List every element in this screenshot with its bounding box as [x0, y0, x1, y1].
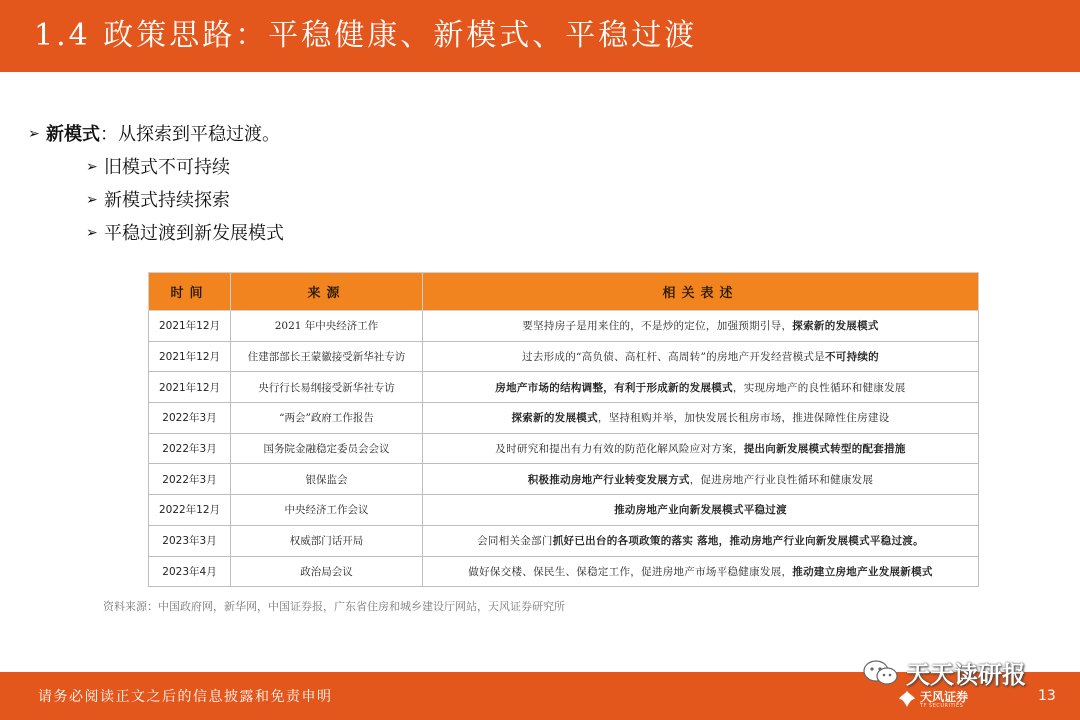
cell-description: [423, 372, 979, 403]
desc-bold: 探索新的发展模式: [511, 412, 598, 425]
tf-logo-icon: [898, 690, 916, 708]
desc-bold: 提出向新发展模式转型的配套措施: [743, 443, 906, 456]
bullet-sub-label: 平稳过渡到新发展模式: [104, 223, 284, 244]
cell-time: 2022年12月: [149, 495, 231, 526]
cell-source: 住建部部长王蒙徽接受新华社专访: [231, 341, 423, 372]
cell-time: 2022年3月: [149, 403, 231, 434]
table-row: [149, 433, 979, 464]
table-row: [149, 311, 979, 342]
desc-bold: 积极推动房地产行业转变发展方式: [527, 473, 690, 486]
arrow-bullet-icon: ➢: [86, 225, 98, 241]
wechat-icon: [862, 659, 900, 687]
table-row: [149, 556, 979, 587]
desc-bold: 抓好已出台的各项政策的落实 落地，推动房地产行业向新发展模式平稳过渡。: [552, 535, 924, 548]
watermark-text: 天天读研报: [906, 661, 1026, 689]
cell-description: [423, 341, 979, 372]
desc-plain: 做好保交楼、保民生、保稳定工作，促进房地产市场平稳健康发展，: [468, 565, 793, 578]
cell-time: 2022年3月: [149, 433, 231, 464]
bullet-list: [28, 118, 728, 250]
desc-plain: 要坚持房子是用来住的，不是炒的定位，加强预期引导，: [522, 320, 793, 333]
bullet-sub-item: [28, 184, 728, 217]
desc-plain: 会同相关金部门: [477, 535, 553, 548]
policy-table-container: [148, 272, 978, 587]
source-note: 资料来源：中国政府网，新华网，中国证券报，广东省住房和城乡建设厅网站，天风证券研究所: [103, 600, 565, 613]
footer-disclaimer: 请务必阅读正文之后的信息披露和免责申明: [38, 689, 333, 705]
cell-source: 权威部门话开局: [231, 525, 423, 556]
column-header-description: 相关表述: [423, 273, 979, 311]
cell-time: 2021年12月: [149, 341, 231, 372]
bullet-main-rest: ：从探索到平稳过渡。: [100, 124, 280, 145]
bullet-main: [28, 118, 728, 151]
desc-after: ，实现房地产的良性循环和健康发展: [732, 381, 906, 394]
desc-plain: 过去形成的“高负债、高杠杆、高周转”的房地产开发经营模式是: [522, 351, 825, 364]
table-row: [149, 525, 979, 556]
table-header-row: [149, 273, 979, 311]
desc-bold: 探索新的发展模式: [792, 320, 879, 333]
cell-description: [423, 403, 979, 434]
cell-description: [423, 433, 979, 464]
page-number: 13: [1038, 688, 1056, 704]
cell-time: 2021年12月: [149, 372, 231, 403]
arrow-bullet-icon: ➢: [86, 159, 98, 175]
cell-source: 央行行长易纲接受新华社专访: [231, 372, 423, 403]
cell-source: 国务院金融稳定委员会会议: [231, 433, 423, 464]
page-title: 1.4 政策思路：平稳健康、新模式、平稳过渡: [34, 18, 698, 53]
logo-subtext: TF SECURITIES: [920, 703, 964, 709]
bullet-sub-item: [28, 151, 728, 184]
cell-time: 2023年3月: [149, 525, 231, 556]
desc-bold: 推动房地产业向新发展模式平稳过渡: [614, 504, 787, 517]
table-body: [149, 311, 979, 587]
column-header-time: 时间: [149, 273, 231, 311]
cell-description: [423, 311, 979, 342]
desc-plain: 及时研究和提出有力有效的防范化解风险应对方案，: [495, 443, 744, 456]
desc-after: ，坚持租购并举，加快发展长租房市场，推进保障性住房建设: [597, 412, 890, 425]
table-row: [149, 403, 979, 434]
cell-time: 2021年12月: [149, 311, 231, 342]
cell-description: [423, 495, 979, 526]
bullet-sub-item: [28, 217, 728, 250]
table-row: [149, 372, 979, 403]
desc-after: ，促进房地产行业良性循环和健康发展: [689, 473, 874, 486]
table-row: [149, 341, 979, 372]
cell-description: [423, 525, 979, 556]
cell-source: 中央经济工作会议: [231, 495, 423, 526]
logo-text: 天风证券: [920, 690, 969, 704]
cell-source: 2021 年中央经济工作: [231, 311, 423, 342]
desc-bold: 房地产市场的结构调整，有利于形成新的发展模式: [495, 381, 733, 394]
bullet-sub-label: 新模式持续探索: [104, 190, 230, 211]
table-row: [149, 464, 979, 495]
table-row: [149, 495, 979, 526]
cell-description: [423, 464, 979, 495]
bullet-sub-label: 旧模式不可持续: [104, 157, 230, 178]
bullet-main-lead: 新模式: [46, 124, 100, 145]
cell-source: “两会”政府工作报告: [231, 403, 423, 434]
cell-source: 银保监会: [231, 464, 423, 495]
wechat-watermark: [862, 655, 1062, 689]
arrow-bullet-icon: ➢: [86, 192, 98, 208]
cell-source: 政治局会议: [231, 556, 423, 587]
desc-bold: 不可持续的: [824, 351, 879, 364]
policy-table: [148, 272, 979, 587]
cell-description: [423, 556, 979, 587]
tf-logo: [898, 686, 978, 714]
cell-time: 2022年3月: [149, 464, 231, 495]
column-header-source: 来源: [231, 273, 423, 311]
arrow-bullet-icon: ➢: [28, 126, 40, 142]
desc-bold: 推动建立房地产业发展新模式: [792, 565, 933, 578]
cell-time: 2023年4月: [149, 556, 231, 587]
